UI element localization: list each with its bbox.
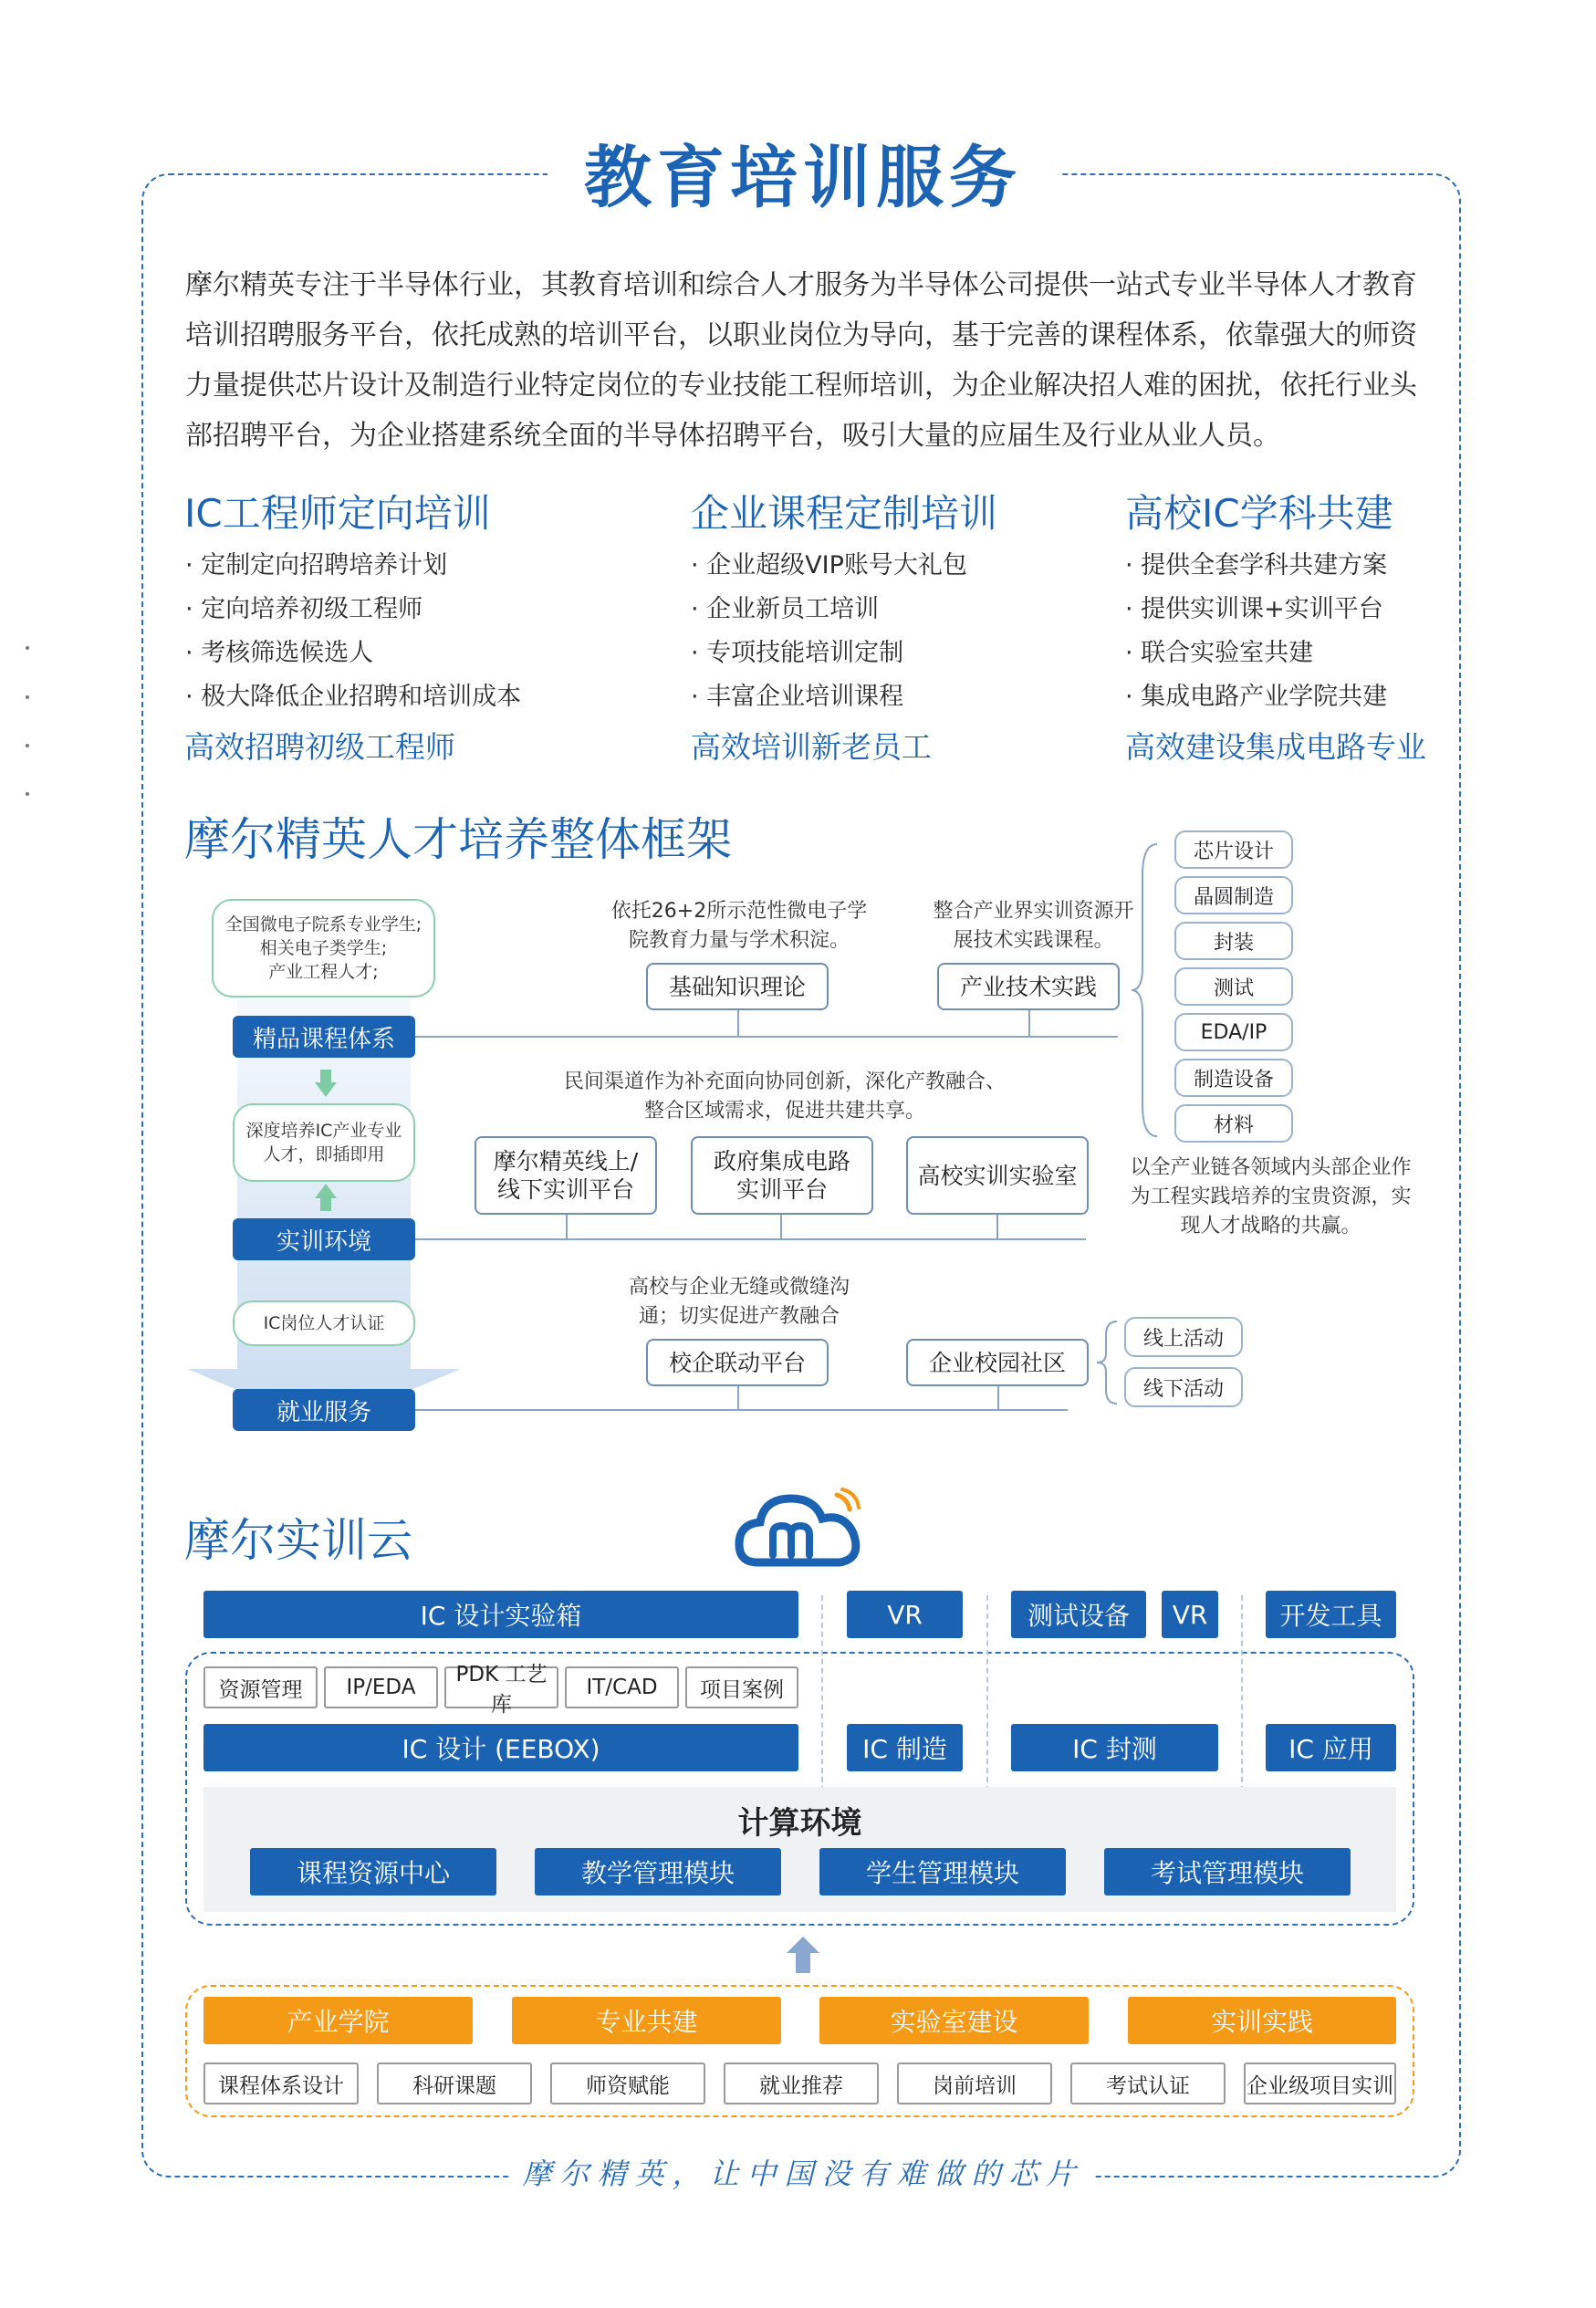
column-item: · 联合实验室共建 — [1125, 639, 1314, 667]
page-title: 教育培训服务 — [548, 128, 1059, 228]
column-item: · 专项技能培训定制 — [691, 639, 904, 667]
column-item: · 企业新员工培训 — [691, 595, 880, 623]
dev-tools-bar: 开发工具 — [1266, 1591, 1396, 1638]
basic-theory-box: 基础知识理论 — [646, 963, 829, 1010]
module-student-mgmt: 学生管理模块 — [819, 1848, 1066, 1895]
ic-design-box-bar: IC 设计实验箱 — [203, 1591, 798, 1638]
up-arrow-icon — [315, 1184, 337, 1211]
column-item: · 企业超级VIP账号大礼包 — [691, 551, 967, 580]
column-item: · 考核筛选候选人 — [185, 639, 374, 667]
tool-item: 项目案例 — [685, 1666, 798, 1708]
up-arrow-icon — [787, 1937, 819, 1973]
service-training-practice: 实训实践 — [1128, 1997, 1396, 2044]
column-title-enterprise: 企业课程定制培训 — [691, 491, 998, 536]
tool-item: PDK 工艺库 — [444, 1666, 558, 1708]
side-dot — [26, 744, 29, 747]
field-item: 晶圆制造 — [1174, 876, 1293, 914]
stage-training-env: 实训环境 — [233, 1218, 415, 1260]
industry-practice-box: 产业技术实践 — [937, 963, 1120, 1010]
university-lab-box: 高校实训实验室 — [906, 1136, 1089, 1215]
field-item: 芯片设计 — [1174, 830, 1293, 869]
note-link: 高校与企业无缝或微缝沟 通；切实促进产教融合 — [628, 1276, 850, 1328]
note-basic: 依托26+2所示范性微电子学 院教育力量与学术积淀。 — [610, 900, 868, 952]
cloud-m-logo-icon — [735, 1488, 867, 1570]
bottom-item: 考试认证 — [1070, 2063, 1226, 2104]
bottom-item: 就业推荐 — [724, 2063, 879, 2104]
compute-env-title: 计算环境 — [737, 1805, 862, 1842]
field-item: EDA/IP — [1174, 1013, 1293, 1051]
school-enterprise-box: 校企联动平台 — [646, 1339, 829, 1386]
column-title-university: 高校IC学科共建 — [1125, 491, 1393, 536]
cloud-title: 摩尔实训云 — [184, 1514, 412, 1567]
campus-community-box: 企业校园社区 — [906, 1339, 1089, 1386]
vr-bar: VR — [847, 1591, 963, 1638]
bottom-item: 岗前培训 — [897, 2063, 1052, 2104]
stage-course-system: 精品课程体系 — [233, 1016, 415, 1058]
vr-bar-2: VR — [1162, 1591, 1218, 1638]
stage-employment: 就业服务 — [233, 1389, 415, 1431]
field-item: 测试 — [1174, 967, 1293, 1006]
column-footer: 高效建设集成电路专业 — [1125, 729, 1426, 765]
ic-manufacturing-bar: IC 制造 — [847, 1724, 963, 1771]
tool-item: IT/CAD — [565, 1666, 679, 1708]
column-item: · 定制定向招聘培养计划 — [185, 551, 448, 580]
column-footer: 高效培训新老员工 — [691, 729, 932, 765]
deep-training-box: 深度培养IC产业专业 人才，即插即用 — [233, 1103, 415, 1182]
field-item: 制造设备 — [1174, 1059, 1293, 1097]
column-item: · 提供全套学科共建方案 — [1125, 551, 1388, 580]
ic-cert-box: IC岗位人才认证 — [233, 1300, 415, 1346]
service-industry-college: 产业学院 — [203, 1997, 473, 2044]
module-teaching-mgmt: 教学管理模块 — [535, 1848, 781, 1895]
bottom-item: 师资赋能 — [550, 2063, 705, 2104]
online-activity-box: 线上活动 — [1124, 1317, 1243, 1357]
slogan: 摩尔精英，让中国没有难做的芯片 — [511, 2146, 1095, 2201]
column-title-ic: IC工程师定向培训 — [184, 491, 491, 536]
note-industry: 整合产业界实训资源开 展技术实践课程。 — [933, 900, 1134, 952]
column-item: · 丰富企业培训课程 — [691, 683, 904, 711]
framework-title: 摩尔精英人才培养整体框架 — [184, 813, 732, 866]
module-course-resources: 课程资源中心 — [250, 1848, 496, 1895]
column-footer: 高效招聘初级工程师 — [184, 729, 455, 765]
target-students-box: 全国微电子院系专业学生; 相关电子类学生; 产业工程人才; — [212, 899, 435, 997]
offline-activity-box: 线下活动 — [1124, 1367, 1243, 1407]
module-exam-mgmt: 考试管理模块 — [1104, 1848, 1351, 1895]
ic-application-bar: IC 应用 — [1266, 1724, 1396, 1771]
brace-icon — [1130, 840, 1163, 1141]
bottom-item: 科研课题 — [377, 2063, 532, 2104]
bottom-item: 企业级项目实训 — [1244, 2063, 1396, 2104]
moore-platform-box: 摩尔精英线上/ 线下实训平台 — [475, 1136, 657, 1215]
column-item: · 提供实训课+实训平台 — [1125, 595, 1383, 623]
note-private: 民间渠道作为补充面向协同创新，深化产教融合、 整合区域需求，促进共建共享。 — [563, 1070, 1006, 1123]
brace-icon — [1093, 1317, 1121, 1408]
tool-item: 资源管理 — [203, 1666, 318, 1708]
down-arrow-icon — [315, 1070, 337, 1097]
test-equipment-bar: 测试设备 — [1011, 1591, 1146, 1638]
bottom-item: 课程体系设计 — [203, 2063, 359, 2104]
note-fields: 以全产业链各领域内头部企业作 为工程实践培养的宝贵资源，实 现人才战略的共赢。 — [1130, 1156, 1412, 1238]
field-item: 材料 — [1174, 1104, 1293, 1143]
side-dot — [26, 646, 29, 650]
ic-design-eebox-bar: IC 设计 (EEBOX) — [203, 1724, 798, 1771]
service-major-co-build: 专业共建 — [512, 1997, 781, 2044]
column-item: · 集成电路产业学院共建 — [1125, 683, 1388, 711]
column-item: · 定向培养初级工程师 — [185, 595, 423, 623]
ic-packaging-test-bar: IC 封测 — [1011, 1724, 1218, 1771]
side-dot — [26, 792, 29, 796]
intro-paragraph: 摩尔精英专注于半导体行业，其教育培训和综合人才服务为半导体公司提供一站式专业半导体人才教育培训招聘服务平台，依托成熟的培训平台，以职业岗位为导向，基于完善的课程体系，依靠强大的师资力量提供芯片设计及制造行业特定岗位的专业技能工程师培训，为企业解决招人难的困扰，依托行业头部招聘平台，为企业搭建系统全面的半导体招聘平台，吸引大量的应届生及行业从业人员。 — [185, 269, 1417, 452]
tool-item: IP/EDA — [324, 1666, 438, 1708]
gov-platform-box: 政府集成电路 实训平台 — [691, 1136, 873, 1215]
service-lab-construction: 实验室建设 — [819, 1997, 1089, 2044]
side-dot — [26, 695, 29, 699]
column-item: · 极大降低企业招聘和培训成本 — [185, 683, 522, 711]
field-item: 封装 — [1174, 922, 1293, 960]
